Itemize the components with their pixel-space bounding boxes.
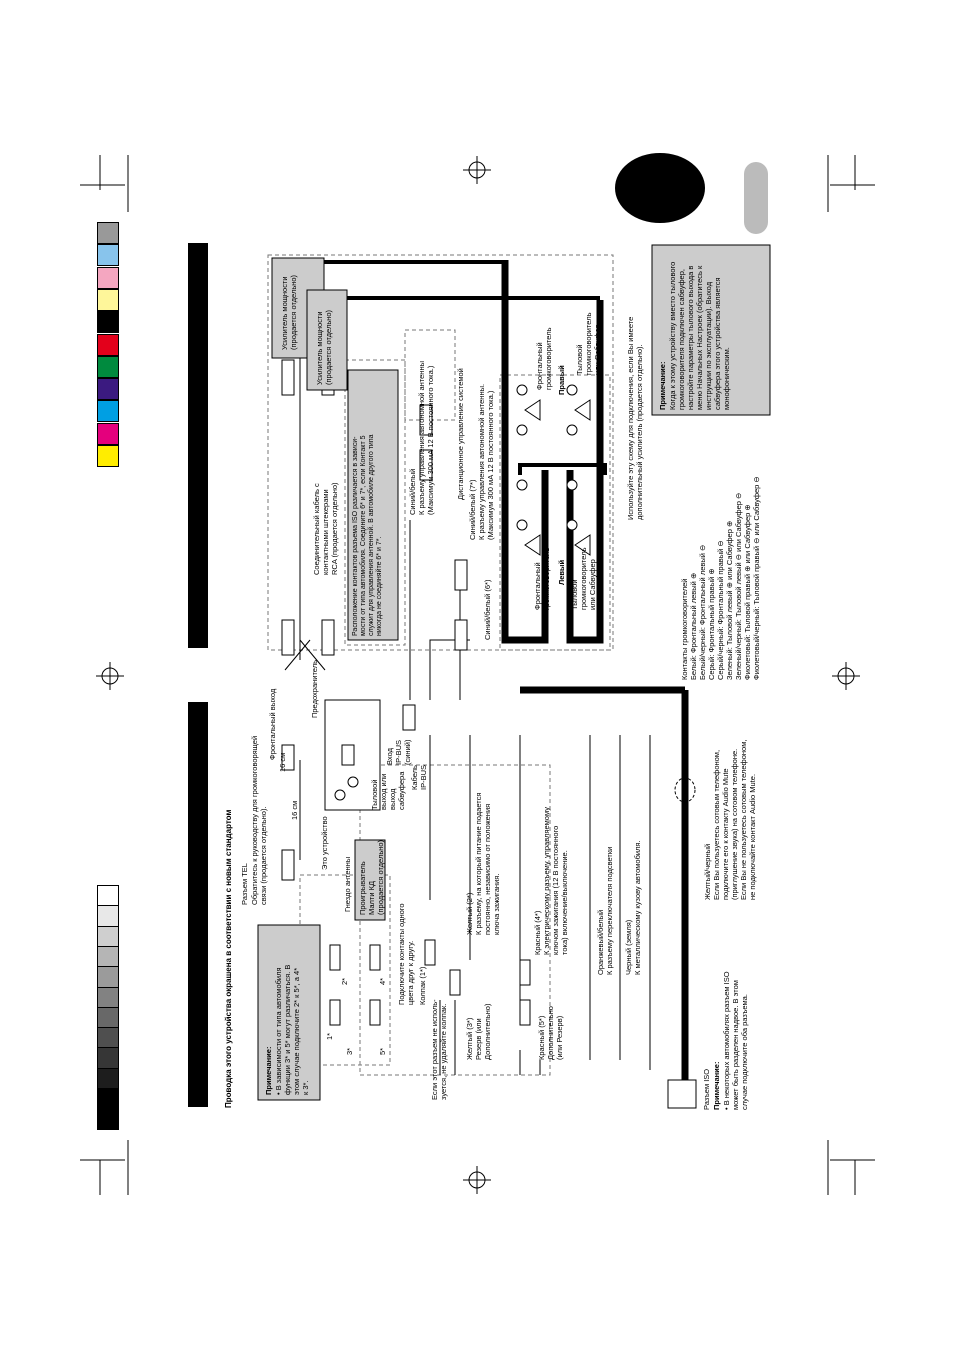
front-right-label: Фронтальный громкоговоритель xyxy=(535,327,553,390)
front-left-label: Фронтальный громкоговоритель xyxy=(533,547,551,610)
remote-label: Дистанционное управление системой xyxy=(456,368,465,500)
cap-note: Если этот разъем не исполь- зуется, не удаляйте колпак. xyxy=(430,999,448,1100)
ipbus-in-label: Вход IP-BUS (синий) xyxy=(385,739,412,765)
cap-label: Колпак (1*) xyxy=(418,966,427,1005)
cm16-a: 16 см xyxy=(290,800,299,820)
orange-label: Оранжевый/белый К разъему переключателя подсветки xyxy=(596,846,614,975)
left-note-title: Примечание: xyxy=(264,1046,273,1095)
tel-text: Обратитесь к руководству для громкоговорящей связи (продается отдельно). xyxy=(250,735,268,905)
amp2-label: Усилитель мощности (продается отдельно) xyxy=(315,309,333,385)
pin-2: 2* xyxy=(340,977,349,985)
red4-label: Красный (4*) К электрическому разъему, управляемому ключом зажигания (12 В постоянного тока) включение/выключение. xyxy=(533,807,569,955)
rear-out-label: Тыловой выход или выход сабвуфера xyxy=(370,771,406,810)
pin-4: 4* xyxy=(378,977,387,985)
speaker-contacts-label: Контакты громкоговорителей Белый: Фронтальный левый ⊕ Белый/черный: Фронтальный левый ⊖ Серый: Фронтальный правый ⊕ Серый/черный: Фронтальный правый ⊖ Зеленый: Тыловой левый ⊕ или Сабвуфер ⊕ Зеленый/черный: Тыловой левый ⊖ или Сабвуфер ⊖ Фиолетовый: Тыловой правый ⊕ или Сабвуфер ⊕ Фиолетовый/черный: Тыловой правый ⊖ или Сабвуфер ⊖ xyxy=(680,476,761,680)
this-unit-label: Это устройство xyxy=(320,816,329,870)
rca-label: Соединительный кабель с контактными штекерами RCA (продается отдельно) xyxy=(312,482,339,575)
blue-white-top: Синий/белый К разъему управления автономной антенны (Максимум 300 мА 12 В постоянного тока.) xyxy=(408,361,435,515)
antenna-label: Гнездо антенны xyxy=(343,856,352,912)
left-title: Проводка этого устройства окрашена в соответствии с новым стандартом xyxy=(224,809,233,1108)
iso-pin-note: Расположение контактов разъема ISO различается в зависи- мости от типа автомобиля. Соедините 6* и 7*, если Контакт 5 служит для управления антенной. В автомобиле другого типа никогда не соединяйте 6* и 7*. xyxy=(352,434,383,636)
black-label: Черный (земля) К металлическому кузову автомобиля. xyxy=(624,840,642,975)
right-channel-label: Правый xyxy=(557,365,566,395)
ipbus-cable-label: Кабель IP-BUS xyxy=(410,764,428,790)
iso-label: Разъем ISO xyxy=(702,1068,711,1110)
pin-5: 5* xyxy=(378,1047,387,1055)
fuse-label: Предохранитель xyxy=(310,659,319,718)
yellow2-label: Желтый (2*) К разъему, на который питание подается постоянно, независимо от положения ключа зажигания. xyxy=(465,792,501,935)
left-note-text: • В зависимости от типа автомобиля функции 3* и 5* могут различаться. В этом случае подключите 2* к 5*, а 4* к 3*. xyxy=(274,964,310,1095)
front-out-label: Фронтальный выход xyxy=(268,688,277,760)
iso-note-text: • В некоторых автомобилях разъем ISO может быть разделен надвое. В этом случае подключите оба разъема. xyxy=(722,971,749,1110)
yellow-black-label: Желтый/черный Если Вы пользуетесь сотовым телефоном, подключите его к контакту Audio Mute (приглушение звука) на сотовом телефоне. Если Вы не пользуетесь сотовым телефоном, не подключайте контакт Audio Mute. xyxy=(703,739,757,900)
blue-white7-label: Синий/белый (7*) К разъему управления автономной антенны. (Максимум 300 мА 12 В постоянного тока.) xyxy=(468,383,495,540)
rear-left-label: Тыловой громкоговоритель или Сабвуфер xyxy=(570,547,597,610)
blue-white6-label: Синий/белый (6*) xyxy=(483,579,492,640)
left-channel-label: Левый xyxy=(557,559,566,585)
pin-3: 3* xyxy=(345,1047,354,1055)
red5-label: Красный (5*) Дополнительно (или Резерв) xyxy=(537,1006,564,1060)
use-scheme-label: Используйте эту схему для подключения, если Вы имеете дополнительный усилитель (продается отдельно). xyxy=(626,316,644,520)
right-note-text: Когда к этому устройству вместо тылового громкоговорителя подключен сабвуфер, настройте параметры тылового выхода в меню Начальных Настроек (обратитесь к инструкции по эксплуатации). Выход сабвуфера этого устройства является монофоническим. xyxy=(668,261,731,410)
connect-same-label: Подключите контакты одного цвета друг к другу. xyxy=(397,903,415,1005)
right-note-title: Примечание: xyxy=(658,361,667,410)
yellow3-label: Желтый (3*) Резерв (или Дополнительно) xyxy=(465,1003,492,1060)
tel-title: Разъем TEL xyxy=(240,863,249,905)
cm16-b: 16 см xyxy=(278,752,287,772)
rear-right-label: Тыловой громкоговоритель или Сабвуфер xyxy=(575,312,602,375)
iso-connector xyxy=(668,1080,696,1108)
iso-note-title: Примечание: xyxy=(712,1061,721,1110)
cd-player-label: Проигрыватель Малти КД (продается отдельно) xyxy=(358,839,385,915)
amp1-label: Усилитель мощности (продается отдельно) xyxy=(280,274,298,350)
pin-1: 1* xyxy=(325,1032,334,1040)
